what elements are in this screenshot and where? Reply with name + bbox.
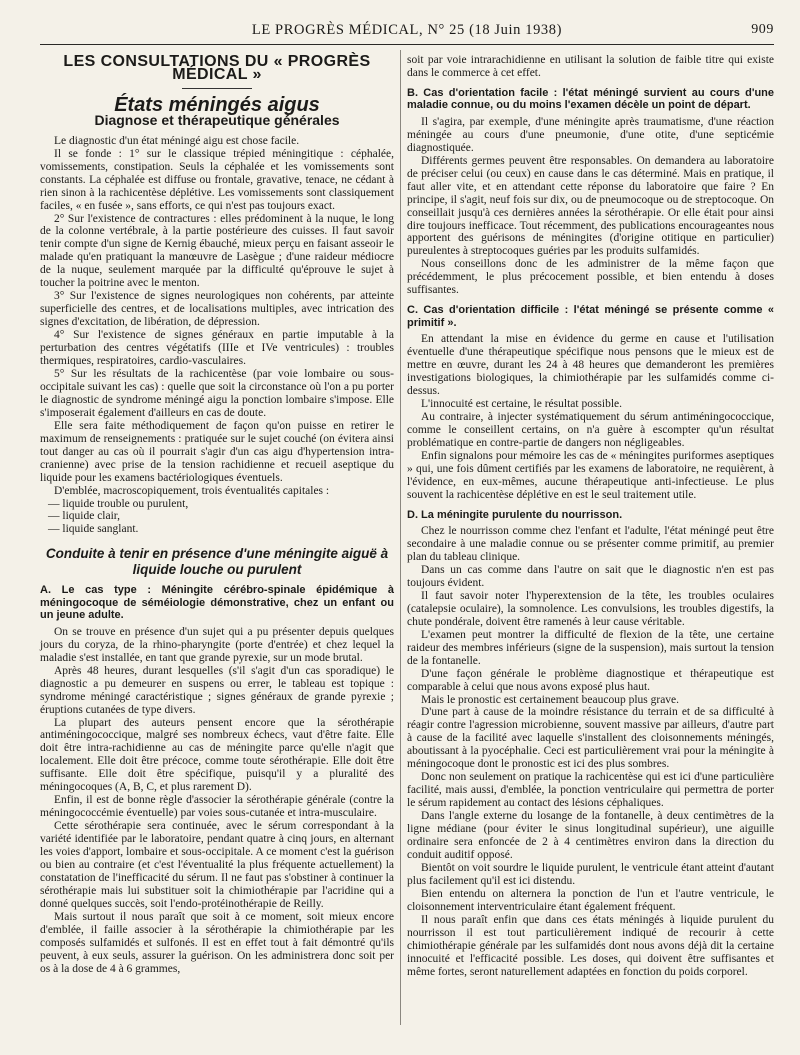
paragraph: En attendant la mise en évidence du germe en cause et l'utilisation éventuelle d'une thérapeutique spécifique nous pensons que le mieux est de mettre en œuvre, durant les 24 à 48 heures que demanderont les premières investigations biologiques, la chimiothérapie par les sulfamidés comme ci-dessus. xyxy=(407,333,774,398)
paragraph: 4° Sur l'existence de signes généraux en partie imputable à la perturbation des centres végétatifs (IIIe et IVe ventricules) : troubles thermiques, respiratoires, cardio-vasculaires. xyxy=(40,329,394,368)
left-column xyxy=(40,54,394,976)
list-item: — liquide trouble ou purulent, xyxy=(48,497,189,510)
case-heading-a: A. Le cas type : Méningite cérébro-spinale épidémique à méningocoque de séméiologie démonstrative, chez un enfant ou un jeune adulte. xyxy=(40,584,394,622)
paragraph: Elle sera faite méthodiquement de façon qu'on puisse en retirer le maximum de renseignements : pratiquée sur le sujet couché (on évitera ainsi tout danger au cas où il pourrait s'agir d'un cas aigu d'hypertension intra-cranienne) avec prise de la tension rachidienne et recueil aseptique du liquide pour les examens bactériologiques éventuels. xyxy=(40,419,394,484)
list-item: — liquide sanglant. xyxy=(48,523,139,536)
paragraph: D'une façon générale le problème diagnostique et thérapeutique est comparable à celui que nous avons exposé plus haut. xyxy=(407,667,774,693)
paragraph: On se trouve en présence d'un sujet qui a pu présenter depuis quelques jours du coryza, de la rhino-pharyngite (porte d'entrée) et chez lequel la maladie s'est installée, en tant que grande pyrexie, sur un mode brutal. xyxy=(40,625,394,664)
case-heading-d: D. La méningite purulente du nourrisson. xyxy=(407,508,623,521)
paragraph: Dans un cas comme dans l'autre on sait que le diagnostic n'en est pas toujours évident. xyxy=(407,564,774,589)
paragraph: Il s'agira, par exemple, d'une méningite après traumatisme, d'une réaction méningée au cours d'une pneumonie, d'une otite, d'une septicémie diagnostiquée. xyxy=(407,115,774,154)
paragraph: Enfin, il est de bonne règle d'associer la sérothérapie générale (contre la méningococcémie éventuelle) par voies sous-cutanée et intra-musculaire. xyxy=(40,794,394,820)
column-divider xyxy=(400,50,401,1025)
paragraph: Bien entendu on alternera la ponction de l'un et l'autre ventricule, le cloisonnement interventriculaire étant également fréquent. xyxy=(407,887,774,913)
article-subtitle: Diagnose et thérapeutique générales xyxy=(94,111,340,128)
paragraph: Différents germes peuvent être responsables. On demandera au laboratoire de préciser celui (ou ceux) en cause dans le cas déterminé. Mais en pratique, il faut aller vite, et en attendant cette réponse du laboratoire que faire ? En principe, il s'agit, neuf fois sur dix, ou de pneumocoque ou de streptocoque. On conseillait jusqu'à ces dernières années la sérothérapie. Or elle était pour ainsi dire toujours inefficace. Tout récemment, des publications encourageantes nous apportent des guérisons de méningites (d'origine otitique en particulier) pureulentes à streptocoques guéries par les produits sulfamidés. xyxy=(407,154,774,258)
paragraph: Dans l'angle externe du losange de la fontanelle, à deux centimètres de la ligne médiane (pour éviter le sinus longitudinal supérieur), une aiguille ordinaire sera enfoncée de 2 à 4 centimètres environ dans la direction du conduit auditif opposé. xyxy=(407,810,774,861)
paragraph: Il se fonde : 1° sur le classique trépied méningitique : céphalée, vomissements, constipation. Seuls la céphalée et les vomissements sont constants. La céphalée est diffuse ou frontale, gravative, tenace, ne cédant à rien sinon à la rachicentèse déplétive. Les vomissements sont classiquement faciles, « en fusée », sans efforts, ce qui n'est pas toujours exact. xyxy=(40,147,394,212)
page-number: 909 xyxy=(751,22,774,37)
paragraph: Mais le pronostic est certainement beaucoup plus grave. xyxy=(421,693,680,706)
paragraph: La plupart des auteurs pensent encore que la sérothérapie antiméningococcique, malgré ses nombreux échecs, vaut d'être faite. Elle doit être intra-rachidienne au cas de méningite parce qu'elle n'agit que localement. Elle doit être précoce, comme toute sérothérapie. Elle doit être suffisante. Elle doit être spécifique, puisqu'il y a pluralité des méningocoques (A, B, C, et plus rarement D). xyxy=(40,716,394,794)
paragraph: 3° Sur l'existence de signes neurologiques non cohérents, par atteinte superficielle des centres, et de localisations multiples, avec intrication des signes d'excitation, de libération, de dépression. xyxy=(40,290,394,329)
paragraph: Le diagnostic d'un état méningé aigu est chose facile. xyxy=(54,134,300,147)
running-head xyxy=(40,22,774,38)
journal-issue-line: LE PROGRÈS MÉDICAL, N° 25 (18 Juin 1938) xyxy=(251,22,563,38)
paragraph: Enfin signalons pour mémoire les cas de « méningites puriformes aseptiques » qui, une fois dûment certifiés par les examens de laboratoire, ne requièrent, à l'évidence, en eux-mêmes, aucune thérapeutique anti-infectieuse. Le plus souvent la rachicentèse déplétive en est le seul traitement utile. xyxy=(407,449,774,501)
section-title: Conduite à tenir en présence d'une méningite aiguë à liquide louche ou purulent xyxy=(45,546,389,578)
paragraph: Après 48 heures, durant lesquelles (s'il s'agit d'un cas sporadique) le diagnostic a pu demeurer en suspens ou errer, le tableau est topique : syndrome méningé caractéristique ; signes généraux de grande pyrexie ; éruptions cutanées de type divers. xyxy=(40,664,394,716)
paragraph: Il nous paraît enfin que dans ces états méningés à liquide purulent du nourrisson il est tout particulièrement indiqué de recourir à cette chimiothérapie générale par les sulfamidés dont nous avons déjà dit la certaine innocuité et l'efficacité possible. Les doses, qui doivent être suffisantes et même fortes, seront naturellement adaptées en fonction du poids corporel. xyxy=(407,913,774,978)
paragraph: 2° Sur l'existence de contractures : elles prédominent à la nuque, le long de la colonne vertébrale, à la partie postérieure des cuisses. Il faut savoir tenir compte d'un signe de Kernig ébauché, mieux perçu en faisant asseoir le malade qu'en pratiquant la manœuvre de Lasègue ; d'une raideur médiocre de la nuque, seulement marquée par la difficulté qu'éprouve le sujet à toucher la poitrine avec le menton. xyxy=(40,212,394,290)
case-heading-c: C. Cas d'orientation difficile : l'état méningé se présente comme « primitif ». xyxy=(407,304,774,329)
rubric-title: LES CONSULTATIONS DU « PROGRÈS MÉDICAL » xyxy=(63,53,371,83)
paragraph: Chez le nourrisson comme chez l'enfant et l'adulte, l'état méningé peut être secondaire à une maladie connue ou se présenter comme primitif, au premier plan du tableau clinique. xyxy=(407,525,774,564)
list-item: — liquide clair, xyxy=(48,510,121,523)
paragraph: Au contraire, à injecter systématiquement du sérum antiméningococcique, comme le conseillent certains, on n'a guère à escompter qu'un résultat problématique en contre-partie de dangers non négligeables. xyxy=(407,410,774,449)
paragraph: Bientôt on voit sourdre le liquide purulent, le ventricule étant atteint d'autant plus facilement qu'il est ici distendu. xyxy=(407,861,774,887)
case-heading-b: B. Cas d'orientation facile : l'état méningé survient au cours d'une maladie connue, ou du moins l'examen décèle un point de départ. xyxy=(407,86,774,112)
article-title: États méningés aigus xyxy=(114,93,320,116)
paragraph: Il faut savoir noter l'hyperextension de la tête, les troubles oculaires (catalepsie oculaire), la somnolence. Les convulsions, les troubles digestifs, la chute pondérale, doivent être ramenés à leur cause véritable. xyxy=(407,589,774,628)
paragraph: Mais surtout il nous paraît que soit à ce moment, soit mieux encore d'emblée, il faille associer à la sérothérapie la chimiothérapie par les composés sulfamidés et sulfonés. Il est en effet tout à fait démontré qu'ils peuvent, à eux seuls, assurer la guérison. On les administrera donc soit per os à la dose de 4 à 6 grammes, xyxy=(40,910,394,975)
paragraph: D'emblée, macroscopiquement, trois éventualités capitales : xyxy=(54,484,330,497)
rubric-rule xyxy=(182,88,252,89)
header-rule xyxy=(40,44,774,45)
paragraph: L'innocuité est certaine, le résultat possible. xyxy=(421,398,623,411)
paragraph: 5° Sur les résultats de la rachicentèse (par voie lombaire ou sous-occipitale suivant les cas) : quelle que soit la circonstance où l'on a pu porter le diagnostic de syndrome méningé aigu la ponction lombaire s'impose. Elle s'imposerait également d'ailleurs en cas de doute. xyxy=(40,367,394,419)
paragraph: L'examen peut montrer la difficulté de flexion de la tête, une certaine raideur des membres inférieurs (signe de la suspension), mais surtout la tension de la fontanelle. xyxy=(407,628,774,667)
paragraph: Cette sérothérapie sera continuée, avec le sérum correspondant à la variété identifiée par le laboratoire, pendant quatre à cinq jours, en alternant les voies d'apport, lombaire et sous-occipitale. A ce moment c'est la guérison ou bien au contraire (et c'est l'éventualité la plus fréquente actuellement) la constatation de l'inefficacité du sérum. Il ne faut pas s'obstiner à continuer la sérothérapie mais lui substituer soit la chimiothérapie par l'acridine qui a donné quelques succès, soit l'endo-protéinothérapie de Reilly. xyxy=(40,820,394,910)
paragraph: soit par voie intrarachidienne en utilisant la solution de faible titre qui existe dans le commerce à cet effet. xyxy=(407,54,774,79)
paragraph: Nous conseillons donc de les administrer de la même façon que précédemment, le plus précocement possible, et bien entendu à doses suffisantes. xyxy=(407,258,774,297)
right-column xyxy=(407,54,774,979)
paragraph: D'une part à cause de la moindre résistance du terrain et de sa difficulté à réagir contre l'agression microbienne, souvent massive par ailleurs, d'autre part à cause de la facilité avec laquelle s'installent des cloisonnements méningés, aboutissant à la pyocéphalie. Ceci est particulièrement vrai pour la méningite à méningocoque dont le pronostic est ici des plus sombres. xyxy=(407,706,774,771)
paragraph: Donc non seulement on pratique la rachicentèse qui est ici d'une particulière facilité, mais aussi, d'emblée, la ponction ventriculaire qui permettra de porter le sérum rapidement au contact des lésions céphaliques. xyxy=(407,771,774,810)
